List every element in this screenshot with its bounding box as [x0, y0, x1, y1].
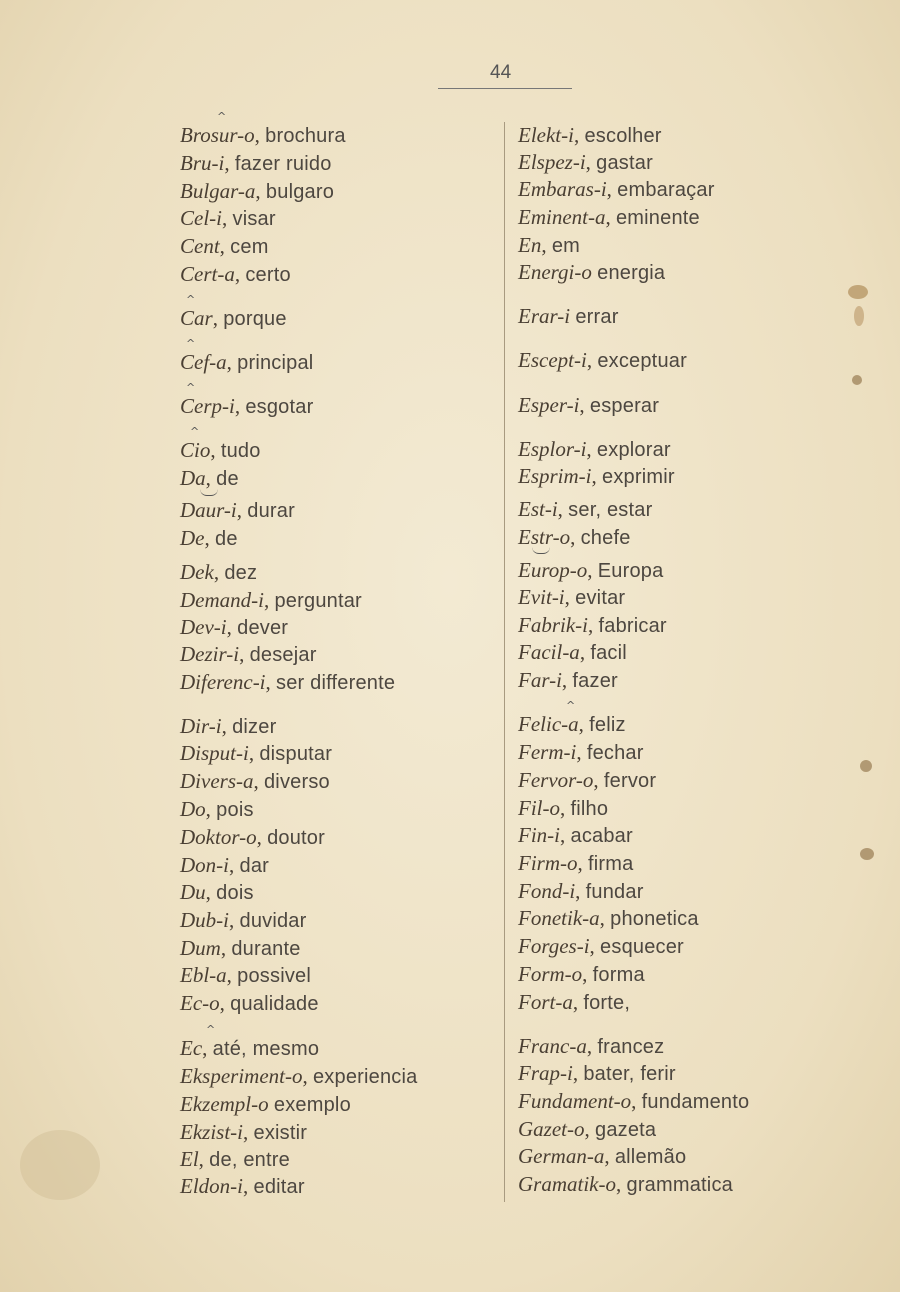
entry-separator: , — [606, 177, 612, 201]
entry-definition: esgotar — [245, 396, 314, 418]
left-entry-0 — [180, 123, 346, 148]
left-entry-6 — [180, 306, 287, 331]
entry-separator: , — [213, 560, 220, 584]
entry-separator: , — [605, 205, 611, 229]
entry-separator: , — [226, 350, 232, 374]
entry-separator: , — [302, 1064, 308, 1088]
right-entry-23 — [518, 851, 633, 876]
right-entry-14 — [518, 585, 625, 610]
right-entry-18 — [518, 712, 626, 737]
entry-term: Fort-a — [518, 990, 573, 1014]
entry-definition: desejar — [249, 644, 317, 666]
entry-term: Ekzist-i — [180, 1120, 243, 1144]
left-entry-9 — [180, 438, 261, 463]
entry-separator: , — [243, 1120, 249, 1144]
entry-separator: , — [222, 206, 228, 230]
left-entry-18 — [180, 714, 276, 739]
entry-term: Eminent-a — [518, 205, 606, 229]
paper-stain — [20, 1130, 100, 1200]
entry-term: Elekt-i — [518, 123, 574, 147]
entry-term: Energi-o — [518, 260, 592, 284]
entry-separator: , — [579, 393, 585, 417]
header-rule — [438, 88, 572, 89]
circumflex-mark: ^ — [206, 1023, 216, 1036]
entry-term: Do — [180, 797, 206, 821]
entry-definition: ser, estar — [568, 499, 653, 521]
right-entry-15 — [518, 613, 667, 638]
entry-definition: ser differente — [276, 672, 396, 694]
entry-term: Elspez-i — [518, 150, 586, 174]
entry-separator: , — [585, 150, 591, 174]
entry-separator: , — [263, 588, 270, 612]
entry-term: Est-i — [518, 497, 558, 521]
entry-term: Daur-i — [180, 498, 237, 522]
entry-definition: allemão — [614, 1146, 687, 1168]
entry-term: Demand-i — [180, 588, 264, 612]
paper-stain — [860, 760, 872, 772]
entry-term: Dum — [180, 936, 221, 960]
entry-definition: durar — [247, 500, 295, 522]
entry-definition: energia — [597, 262, 666, 284]
right-entry-16 — [518, 640, 627, 665]
entry-definition: feliz — [589, 714, 626, 736]
paper-stain — [852, 375, 862, 385]
entry-term: Divers-a — [180, 769, 254, 793]
entry-separator: , — [591, 464, 597, 488]
entry-term: Felic-a — [518, 712, 579, 736]
left-entry-25 — [180, 908, 307, 933]
right-entry-20 — [518, 768, 656, 793]
entry-term: Ebl-a — [180, 963, 227, 987]
right-entry-3 — [518, 205, 700, 230]
left-entry-29 — [180, 1036, 319, 1061]
entry-definition: fazer — [572, 670, 618, 692]
right-entry-25 — [518, 906, 699, 931]
entry-term: Don-i — [180, 853, 229, 877]
left-entry-2 — [180, 179, 334, 204]
entry-separator: , — [255, 179, 261, 203]
entry-term: Dub-i — [180, 908, 229, 932]
entry-term: Car — [180, 306, 213, 330]
entry-definition: Europa — [597, 560, 664, 582]
entry-separator: , — [204, 526, 210, 550]
entry-separator: , — [229, 908, 235, 932]
entry-term: Esper-i — [518, 393, 580, 417]
entry-separator: , — [226, 615, 232, 639]
entry-term: Far-i — [518, 668, 562, 692]
entry-separator: , — [205, 880, 211, 904]
entry-separator: , — [576, 740, 582, 764]
entry-separator: , — [560, 796, 566, 820]
entry-definition: principal — [237, 352, 314, 374]
entry-definition: diverso — [263, 771, 330, 793]
entry-term: Ferm-i — [518, 740, 577, 764]
entry-term: Esplor-i — [518, 437, 587, 461]
breve-mark — [200, 489, 218, 496]
left-entry-14 — [180, 588, 362, 613]
right-entry-1 — [518, 150, 653, 175]
circumflex-mark: ^ — [190, 425, 200, 438]
entry-separator: , — [220, 936, 227, 960]
entry-separator: , — [572, 1061, 579, 1085]
entry-definition: em — [551, 235, 581, 257]
right-entry-19 — [518, 740, 644, 765]
entry-definition: gazeta — [595, 1119, 657, 1141]
entry-definition: forma — [592, 964, 645, 986]
entry-definition: chefe — [580, 527, 631, 549]
right-entry-10 — [518, 464, 675, 489]
entry-separator: , — [564, 585, 570, 609]
entry-separator: , — [226, 963, 232, 987]
entry-separator: , — [219, 991, 225, 1015]
entry-separator: , — [575, 879, 581, 903]
entry-separator: , — [587, 558, 593, 582]
entry-separator: , — [561, 668, 568, 692]
right-entry-33 — [518, 1144, 686, 1169]
entry-separator: , — [221, 714, 227, 738]
entry-separator: , — [256, 825, 262, 849]
entry-separator: , — [239, 642, 245, 666]
right-entry-27 — [518, 962, 645, 987]
entry-term: Diferenc-i — [180, 670, 266, 694]
entry-term: Form-o — [518, 962, 583, 986]
left-entry-27 — [180, 963, 311, 988]
entry-definition: errar — [575, 306, 619, 328]
entry-term: Cel-i — [180, 206, 222, 230]
circumflex-mark: ^ — [566, 699, 576, 712]
left-entry-23 — [180, 853, 269, 878]
left-entry-21 — [180, 797, 254, 822]
entry-definition: escolher — [584, 125, 662, 147]
entry-separator: , — [586, 437, 592, 461]
entry-separator: , — [599, 906, 605, 930]
entry-definition: bater, ferir — [583, 1063, 676, 1085]
entry-definition: francez — [597, 1036, 665, 1058]
left-entry-5 — [180, 262, 291, 287]
left-entry-30 — [180, 1064, 417, 1089]
entry-separator: , — [579, 640, 586, 664]
entry-term: Fundament-o — [518, 1089, 632, 1113]
left-entry-32 — [180, 1120, 307, 1145]
entry-term: Fabrik-i — [518, 613, 588, 637]
entry-term: Frap-i — [518, 1061, 573, 1085]
entry-definition: disputar — [259, 743, 333, 765]
left-entry-19 — [180, 741, 332, 766]
entry-definition: embaraçar — [617, 179, 715, 201]
entry-term: Gazet-o — [518, 1117, 585, 1141]
right-entry-21 — [518, 796, 608, 821]
entry-definition: doutor — [267, 827, 325, 849]
right-entry-0 — [518, 123, 662, 148]
entry-definition: bulgaro — [265, 181, 335, 203]
left-entry-33 — [180, 1147, 290, 1172]
entry-separator: , — [572, 990, 579, 1014]
entry-term: Embaras-i — [518, 177, 607, 201]
entry-definition: qualidade — [230, 993, 319, 1015]
entry-definition: até, mesmo — [212, 1038, 320, 1060]
entry-separator: , — [253, 769, 259, 793]
entry-definition: explorar — [596, 439, 671, 461]
entry-term: Bru-i — [180, 151, 225, 175]
entry-term: Cert-a — [180, 262, 235, 286]
right-entry-2 — [518, 177, 715, 202]
right-entry-6 — [518, 304, 619, 329]
entry-separator: , — [587, 613, 594, 637]
entry-term: Ekzempl-o — [180, 1092, 269, 1116]
entry-definition: fervor — [603, 770, 657, 792]
right-entry-30 — [518, 1061, 676, 1086]
right-entry-31 — [518, 1089, 749, 1114]
entry-definition: dez — [224, 562, 258, 584]
left-entry-28 — [180, 991, 319, 1016]
entry-separator: , — [248, 741, 255, 765]
entry-definition: editar — [253, 1176, 305, 1198]
left-entry-31 — [180, 1092, 351, 1117]
right-entry-13 — [518, 558, 663, 583]
entry-definition: de — [215, 528, 238, 550]
page-number: 44 — [490, 62, 512, 83]
right-entry-28 — [518, 990, 630, 1015]
right-entry-7 — [518, 348, 687, 373]
entry-definition: tudo — [220, 440, 261, 462]
entry-term: Ec — [180, 1036, 203, 1060]
entry-definition: firma — [588, 853, 634, 875]
entry-separator: , — [234, 262, 241, 286]
entry-definition: gastar — [596, 152, 653, 174]
left-entry-4 — [180, 234, 269, 259]
left-entry-7 — [180, 350, 313, 375]
entry-separator: , — [578, 712, 584, 736]
entry-term: Firm-o — [518, 851, 578, 875]
entry-definition: possivel — [237, 965, 312, 987]
entry-separator: , — [219, 234, 225, 258]
left-entry-13 — [180, 560, 257, 585]
entry-term: Escept-i — [518, 348, 587, 372]
entry-definition: grammatica — [626, 1174, 733, 1196]
column-divider — [504, 122, 505, 1202]
entry-definition: brochura — [265, 125, 346, 147]
left-entry-34 — [180, 1174, 305, 1199]
circumflex-mark: ^ — [186, 337, 196, 350]
entry-definition: esperar — [589, 395, 660, 417]
entry-term: El — [180, 1147, 199, 1171]
entry-term: Fin-i — [518, 823, 560, 847]
entry-definition: fundamento — [641, 1091, 750, 1113]
entry-separator: , — [243, 1174, 249, 1198]
entry-definition: fazer ruido — [234, 153, 332, 175]
entry-term: Bulgar-a — [180, 179, 256, 203]
entry-term: Europ-o — [518, 558, 588, 582]
right-entry-22 — [518, 823, 633, 848]
entry-definition: fundar — [585, 881, 644, 903]
entry-term: Da — [180, 466, 206, 490]
entry-definition: forte, — [583, 992, 631, 1014]
entry-term: Dek — [180, 560, 214, 584]
entry-term: Cio — [180, 438, 211, 462]
entry-term: Fil-o — [518, 796, 560, 820]
entry-definition: existir — [253, 1122, 308, 1144]
entry-separator: , — [541, 233, 547, 257]
entry-separator: , — [577, 851, 583, 875]
entry-definition: dar — [239, 855, 270, 877]
right-entry-34 — [518, 1172, 733, 1197]
entry-definition: exemplo — [273, 1094, 351, 1116]
left-entry-10 — [180, 466, 239, 491]
entry-definition: de — [216, 468, 239, 490]
paper-stain — [860, 848, 874, 860]
entry-separator: , — [265, 670, 271, 694]
entry-definition: facil — [590, 642, 627, 664]
circumflex-mark: ^ — [186, 293, 196, 306]
entry-term: Cerp-i — [180, 394, 235, 418]
left-entry-12 — [180, 526, 238, 551]
entry-separator: , — [234, 394, 241, 418]
entry-separator: , — [593, 768, 599, 792]
entry-separator: , — [236, 498, 242, 522]
right-entry-17 — [518, 668, 618, 693]
entry-term: Cent — [180, 234, 220, 258]
entry-separator: , — [205, 797, 211, 821]
entry-separator: , — [604, 1144, 610, 1168]
entry-term: Eksperiment-o — [180, 1064, 303, 1088]
entry-term: Esprim-i — [518, 464, 592, 488]
entry-definition: durante — [231, 938, 301, 960]
entry-term: Facil-a — [518, 640, 580, 664]
entry-separator: , — [584, 1117, 590, 1141]
right-entry-9 — [518, 437, 671, 462]
entry-definition: phonetica — [610, 908, 699, 930]
entry-separator: , — [198, 1147, 204, 1171]
entry-separator: , — [229, 853, 235, 877]
entry-definition: filho — [570, 798, 609, 820]
entry-term: Evit-i — [518, 585, 565, 609]
entry-term: Cef-a — [180, 350, 227, 374]
circumflex-mark: ^ — [217, 110, 227, 123]
entry-separator: , — [560, 823, 566, 847]
entry-separator: , — [586, 348, 593, 372]
entry-definition: fabricar — [598, 615, 667, 637]
entry-definition: eminente — [615, 207, 700, 229]
entry-term: Erar-i — [518, 304, 571, 328]
entry-term: Fond-i — [518, 879, 576, 903]
left-entry-11 — [180, 498, 295, 523]
right-entry-4 — [518, 233, 580, 258]
right-entry-26 — [518, 934, 684, 959]
entry-term: Disput-i — [180, 741, 249, 765]
breve-mark — [532, 547, 550, 554]
entry-separator: , — [570, 525, 576, 549]
entry-definition: dever — [237, 617, 289, 639]
entry-definition: exceptuar — [597, 350, 687, 372]
right-entry-24 — [518, 879, 644, 904]
entry-term: Dir-i — [180, 714, 222, 738]
entry-separator: , — [589, 934, 595, 958]
entry-separator: , — [202, 1036, 208, 1060]
paper-stain — [854, 306, 864, 326]
right-entry-29 — [518, 1034, 664, 1059]
right-entry-11 — [518, 497, 652, 522]
entry-definition: dois — [216, 882, 254, 904]
right-entry-5 — [518, 260, 665, 285]
left-entry-8 — [180, 394, 313, 419]
entry-separator: , — [205, 466, 211, 490]
entry-term: Doktor-o — [180, 825, 257, 849]
entry-term: Brosur-o — [180, 123, 255, 147]
right-entry-32 — [518, 1117, 656, 1142]
entry-definition: experiencia — [312, 1066, 418, 1088]
left-entry-16 — [180, 642, 317, 667]
entry-term: Franc-a — [518, 1034, 587, 1058]
left-entry-22 — [180, 825, 325, 850]
left-entry-15 — [180, 615, 288, 640]
entry-separator: , — [557, 497, 563, 521]
left-entry-24 — [180, 880, 254, 905]
left-entry-20 — [180, 769, 330, 794]
entry-separator: , — [616, 1172, 622, 1196]
entry-term: Fonetik-a — [518, 906, 600, 930]
entry-definition: evitar — [575, 587, 626, 609]
entry-separator: , — [210, 438, 216, 462]
entry-definition: certo — [245, 264, 291, 286]
entry-term: Estr-o — [518, 525, 571, 549]
circumflex-mark: ^ — [186, 381, 196, 394]
entry-definition: duvidar — [239, 910, 307, 932]
paper-stain — [848, 285, 868, 299]
entry-definition: acabar — [570, 825, 633, 847]
entry-definition: perguntar — [274, 590, 362, 612]
entry-separator: , — [631, 1089, 637, 1113]
entry-definition: dizer — [232, 716, 277, 738]
entry-definition: pois — [216, 799, 254, 821]
entry-separator: , — [586, 1034, 593, 1058]
entry-definition: porque — [223, 308, 287, 330]
left-entry-17 — [180, 670, 395, 695]
entry-term: Gramatik-o — [518, 1172, 616, 1196]
entry-term: En — [518, 233, 542, 257]
right-entry-8 — [518, 393, 659, 418]
entry-definition: esquecer — [600, 936, 684, 958]
entry-separator: , — [212, 306, 218, 330]
entry-term: Dev-i — [180, 615, 227, 639]
entry-term: Ec-o — [180, 991, 220, 1015]
entry-separator: , — [573, 123, 580, 147]
left-entry-3 — [180, 206, 276, 231]
entry-definition: fechar — [586, 742, 644, 764]
entry-separator: , — [582, 962, 588, 986]
entry-definition: cem — [230, 236, 269, 258]
entry-separator: , — [254, 123, 260, 147]
entry-term: Forges-i — [518, 934, 590, 958]
left-entry-26 — [180, 936, 301, 961]
entry-definition: de, entre — [209, 1149, 290, 1171]
entry-separator: , — [224, 151, 230, 175]
entry-term: German-a — [518, 1144, 605, 1168]
entry-term: Dezir-i — [180, 642, 240, 666]
entry-definition: exprimir — [602, 466, 675, 488]
entry-term: Fervor-o — [518, 768, 594, 792]
entry-term: De — [180, 526, 205, 550]
left-entry-1 — [180, 151, 332, 176]
entry-term: Du — [180, 880, 206, 904]
entry-definition: visar — [232, 208, 276, 230]
entry-term: Eldon-i — [180, 1174, 243, 1198]
